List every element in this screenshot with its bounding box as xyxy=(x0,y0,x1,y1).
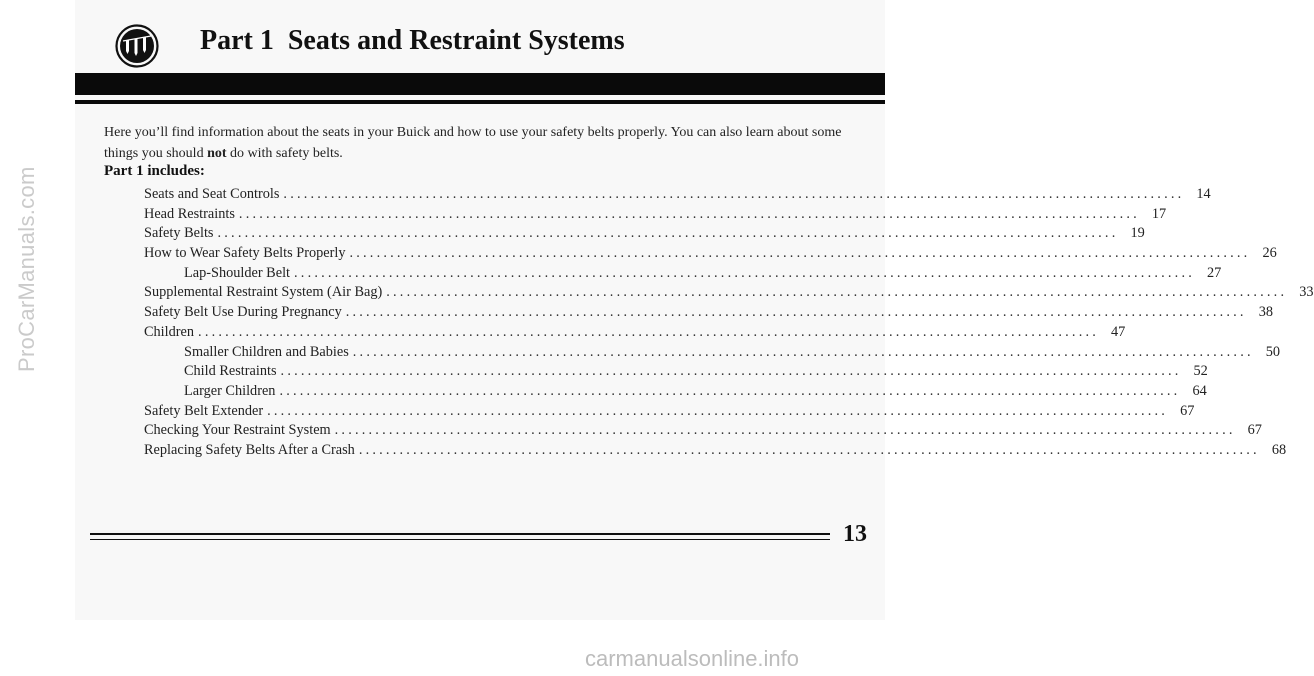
leader-dots: ..................................................................................................................................... xyxy=(283,186,1185,202)
table-of-contents xyxy=(144,186,1314,462)
intro-text-start: Here you’ll find information about the seats in your Buick and how to use your safety belts properly. You can also learn about some things you should xyxy=(104,125,842,161)
toc-entry-page: 14 xyxy=(1196,186,1211,202)
toc-entry[interactable] xyxy=(144,225,1145,245)
leader-dots: ..................................................................................................................................... xyxy=(349,245,1251,262)
toc-entry-label: Safety Belts xyxy=(144,225,214,242)
toc-entry-page: 68 xyxy=(1271,441,1287,458)
toc-entry-label: Seats and Seat Controls xyxy=(144,186,280,202)
intro-paragraph xyxy=(104,122,854,164)
toc-entry-page: 47 xyxy=(1111,323,1126,340)
toc-entry[interactable] xyxy=(144,304,1274,324)
toc-subentry[interactable] xyxy=(144,363,1208,383)
footer-rule-thin xyxy=(90,539,830,540)
title-text: Seats and Restraint Systems xyxy=(287,25,625,56)
leader-dots: ..................................................................................................................................... xyxy=(280,363,1182,380)
toc-entry-page: 64 xyxy=(1192,382,1207,399)
toc-entry-label: Checking Your Restraint System xyxy=(144,422,331,439)
intro-emphasis: not xyxy=(207,146,227,161)
includes-heading: Part 1 includes: xyxy=(104,163,205,179)
header-rule-thick xyxy=(75,73,885,95)
toc-entry[interactable] xyxy=(144,402,1195,423)
toc-entry[interactable] xyxy=(144,284,1314,304)
toc-entry-page: 67 xyxy=(1247,422,1262,439)
leader-dots: ..................................................................................................................................... xyxy=(358,441,1260,458)
toc-subentry[interactable] xyxy=(144,382,1207,403)
toc-entry-page: 38 xyxy=(1258,304,1274,321)
toc-subentry[interactable] xyxy=(144,343,1281,364)
toc-entry-label: Supplemental Restraint System (Air Bag) xyxy=(144,284,383,301)
toc-entry-label: Lap-Shoulder Belt xyxy=(184,264,291,281)
toc-entry-label: Replacing Safety Belts After a Crash xyxy=(144,441,355,458)
toc-subentry[interactable] xyxy=(144,264,1222,285)
leader-dots: ..................................................................................................................................... xyxy=(267,402,1169,419)
header-rule-thin xyxy=(75,100,885,104)
leader-dots: ..................................................................................................................................... xyxy=(238,205,1140,222)
leader-dots: ..................................................................................................................................... xyxy=(352,343,1254,360)
toc-entry-label: Child Restraints xyxy=(184,363,277,380)
toc-entry-label: Safety Belt Use During Pregnancy xyxy=(144,304,342,321)
toc-entry-page: 33 xyxy=(1299,284,1314,301)
leader-dots: ..................................................................................................................................... xyxy=(386,284,1288,301)
toc-entry-page: 52 xyxy=(1193,363,1208,380)
page-title xyxy=(200,25,625,57)
page-number: 13 xyxy=(843,521,867,547)
toc-entry[interactable] xyxy=(144,186,1211,206)
toc-entry-page: 27 xyxy=(1207,264,1222,281)
toc-entry-label: Larger Children xyxy=(184,382,276,399)
part-label: Part 1 xyxy=(200,25,274,56)
buick-tri-shield-emblem-icon xyxy=(115,24,159,68)
leader-dots: ..................................................................................................................................... xyxy=(345,304,1247,321)
toc-entry[interactable] xyxy=(144,323,1126,344)
toc-entry[interactable] xyxy=(144,205,1167,226)
leader-dots: ..................................................................................................................................... xyxy=(279,382,1181,399)
toc-entry-page: 50 xyxy=(1265,343,1281,360)
toc-entry-label: Smaller Children and Babies xyxy=(184,343,349,360)
toc-entry[interactable] xyxy=(144,441,1287,462)
intro-text-end: do with safety belts. xyxy=(226,146,343,161)
bottom-watermark: carmanualsonline.info xyxy=(585,646,800,671)
toc-entry-page: 17 xyxy=(1151,205,1167,222)
toc-entry-page: 67 xyxy=(1180,402,1195,419)
toc-entry-label: How to Wear Safety Belts Properly xyxy=(144,245,346,262)
toc-entry-label: Safety Belt Extender xyxy=(144,402,264,419)
toc-entry-page: 26 xyxy=(1262,245,1277,262)
footer-rule xyxy=(90,533,830,535)
toc-entry[interactable] xyxy=(144,245,1277,265)
toc-entry-page: 19 xyxy=(1130,225,1145,242)
side-watermark: ProCarManuals.com xyxy=(14,166,39,372)
leader-dots: ..................................................................................................................................... xyxy=(198,323,1100,340)
toc-entry-label: Children xyxy=(144,323,195,340)
leader-dots: ..................................................................................................................................... xyxy=(217,225,1119,242)
toc-entry[interactable] xyxy=(144,422,1262,442)
toc-entry-label: Head Restraints xyxy=(144,205,235,222)
leader-dots: ..................................................................................................................................... xyxy=(294,264,1195,281)
leader-dots: ..................................................................................................................................... xyxy=(334,422,1236,439)
